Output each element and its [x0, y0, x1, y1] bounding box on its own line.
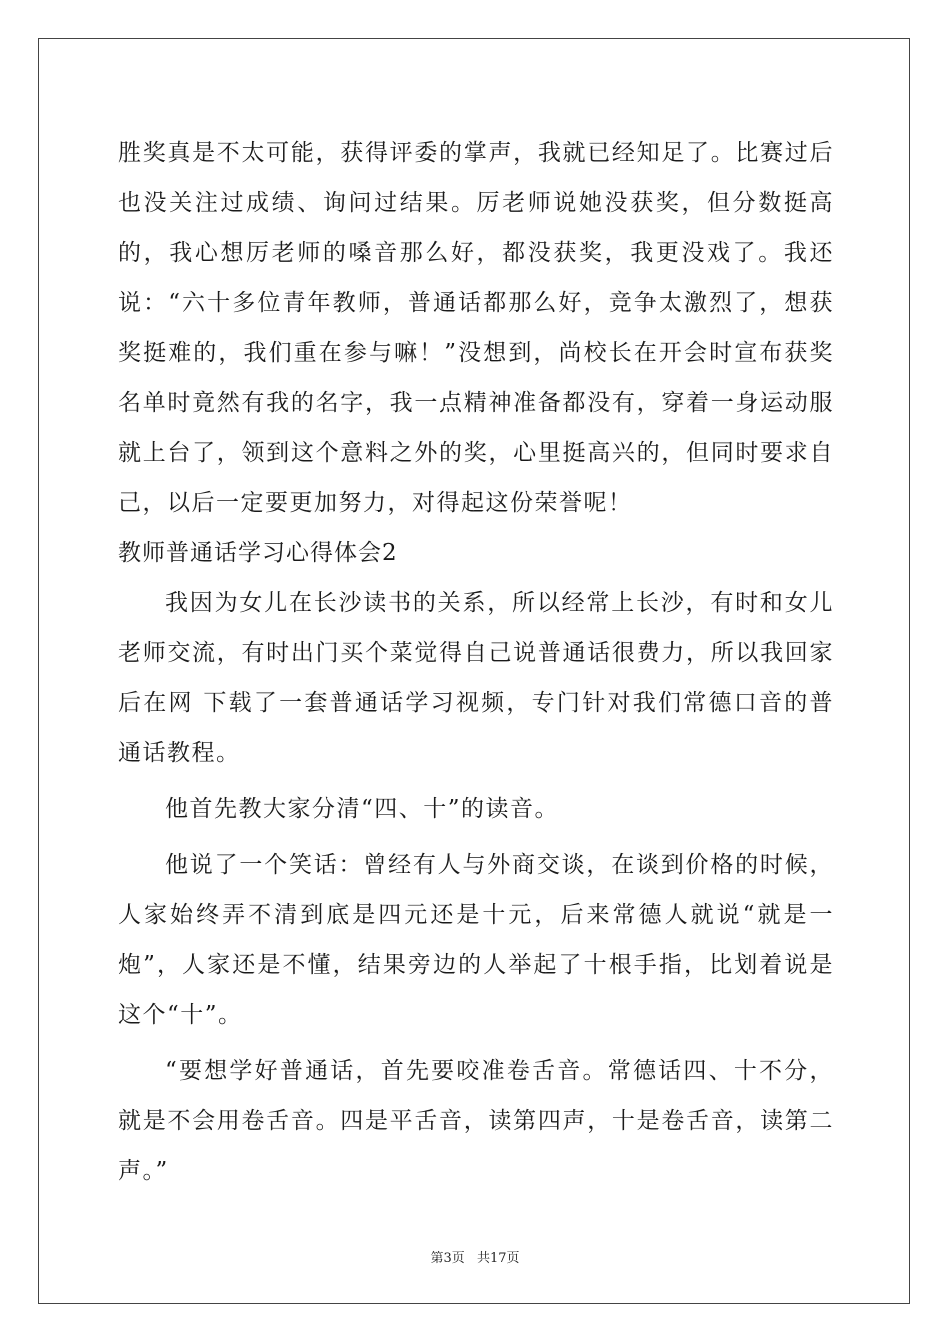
- page-number-total: 共17页: [476, 1251, 520, 1266]
- page-number-current: 第3页: [430, 1251, 465, 1266]
- paragraph-retroflex: “要想学好普通话，首先要咬准卷舌音。常德话四、十不分，就是不会用卷舌音。四是平舌音，读第四声，十是卷舌音，读第二声。”: [118, 1058, 834, 1184]
- section-heading: 教师普通话学习心得体会2: [118, 540, 398, 566]
- document-body: [118, 128, 834, 1196]
- paragraph-intro: 我因为女儿在长沙读书的关系，所以经常上长沙，有时和女儿老师交流，有时出门买个菜觉得自己说普通话很费力，所以我回家后在网 下载了一套普通话学习视频，专门针对我们常德口音的普通话教程。: [118, 590, 834, 766]
- paragraph-continued: 胜奖真是不太可能，获得评委的掌声，我就已经知足了。比赛过后也没关注过成绩、询问过结果。厉老师说她没获奖，但分数挺高的，我心想厉老师的嗓音那么好，都没获奖，我更没戏了。我还说：“六十多位青年教师，普通话都那么好，竞争太激烈了，想获奖挺难的，我们重在参与嘛！”没想到，尚校长在开会时宣布获奖名单时竟然有我的名字，我一点精神准备都没有，穿着一身运动服就上台了，领到这个意料之外的奖，心里挺高兴的，但同时要求自己，以后一定要更加努力，对得起这份荣誉呢！: [118, 140, 834, 516]
- page-footer: [0, 1247, 950, 1266]
- paragraph-joke: 他说了一个笑话：曾经有人与外商交谈，在谈到价格的时候，人家始终弄不清到底是四元还是十元，后来常德人就说“就是一炮”，人家还是不懂，结果旁边的人举起了十根手指，比划着说是这个“十”。: [118, 852, 834, 1028]
- paragraph-four-ten: 他首先教大家分清“四、十”的读音。: [165, 796, 560, 822]
